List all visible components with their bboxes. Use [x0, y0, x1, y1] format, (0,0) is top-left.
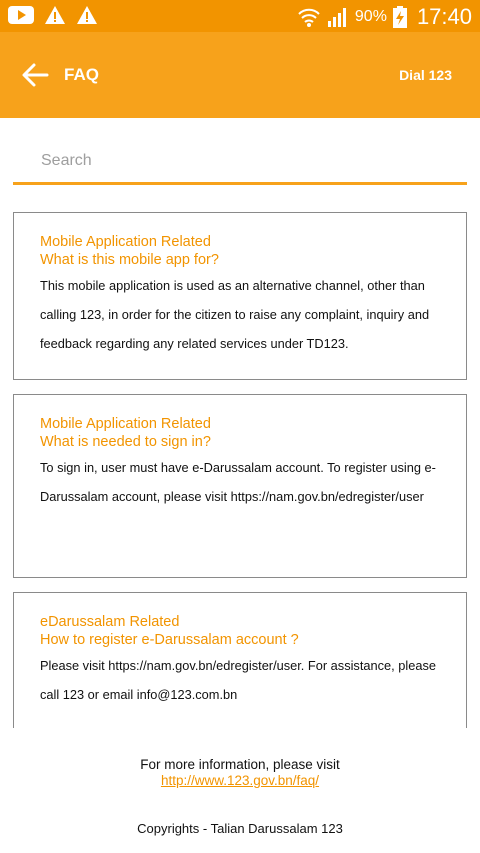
- faq-card[interactable]: [13, 592, 467, 728]
- faq-question: What is needed to sign in?: [40, 434, 211, 450]
- dial-button[interactable]: Dial 123: [399, 67, 452, 83]
- notification-icons: [8, 5, 98, 25]
- search-bar: [13, 138, 467, 185]
- battery-percent: 90%: [354, 8, 387, 25]
- footer-info-text: For more information, please visit: [140, 757, 340, 772]
- wifi-icon: [297, 6, 321, 28]
- arrow-left-icon[interactable]: [20, 60, 50, 90]
- page-title: FAQ: [64, 65, 99, 84]
- faq-category: eDarussalam Related: [40, 614, 180, 630]
- copyright-text: Copyrights - Talian Darussalam 123: [137, 821, 343, 836]
- battery-charging-icon: [393, 6, 407, 28]
- search-input[interactable]: [39, 148, 443, 174]
- system-icons: [297, 4, 472, 30]
- faq-card[interactable]: [13, 394, 467, 578]
- faq-answer: Please visit https://nam.gov.bn/edregister/user. For assistance, please call 123 or email info@123.com.bn: [40, 658, 436, 702]
- status-time: 17:40: [416, 4, 472, 29]
- faq-list[interactable]: [13, 212, 467, 728]
- faq-category: Mobile Application Related: [40, 416, 211, 432]
- warning-icon: [76, 5, 98, 25]
- faq-card[interactable]: [13, 212, 467, 380]
- footer-info: [0, 757, 480, 789]
- faq-category: Mobile Application Related: [40, 234, 211, 250]
- app-bar: [0, 32, 480, 118]
- faq-question: What is this mobile app for?: [40, 252, 219, 268]
- faq-question: How to register e-Darussalam account ?: [40, 632, 299, 648]
- youtube-icon: [8, 5, 34, 25]
- faq-answer: To sign in, user must have e-Darussalam account. To register using e-Darussalam account, please visit https://nam.gov.bn/edregister/user: [40, 460, 436, 504]
- signal-icon: [327, 6, 349, 28]
- status-bar: [0, 0, 480, 32]
- faq-answer: This mobile application is used as an alternative channel, other than calling 123, in order for the citizen to raise any complaint, inquiry and feedback regarding any related services under TD123.: [40, 278, 430, 351]
- faq-link[interactable]: http://www.123.gov.bn/faq/: [160, 773, 320, 788]
- warning-icon: [44, 5, 66, 25]
